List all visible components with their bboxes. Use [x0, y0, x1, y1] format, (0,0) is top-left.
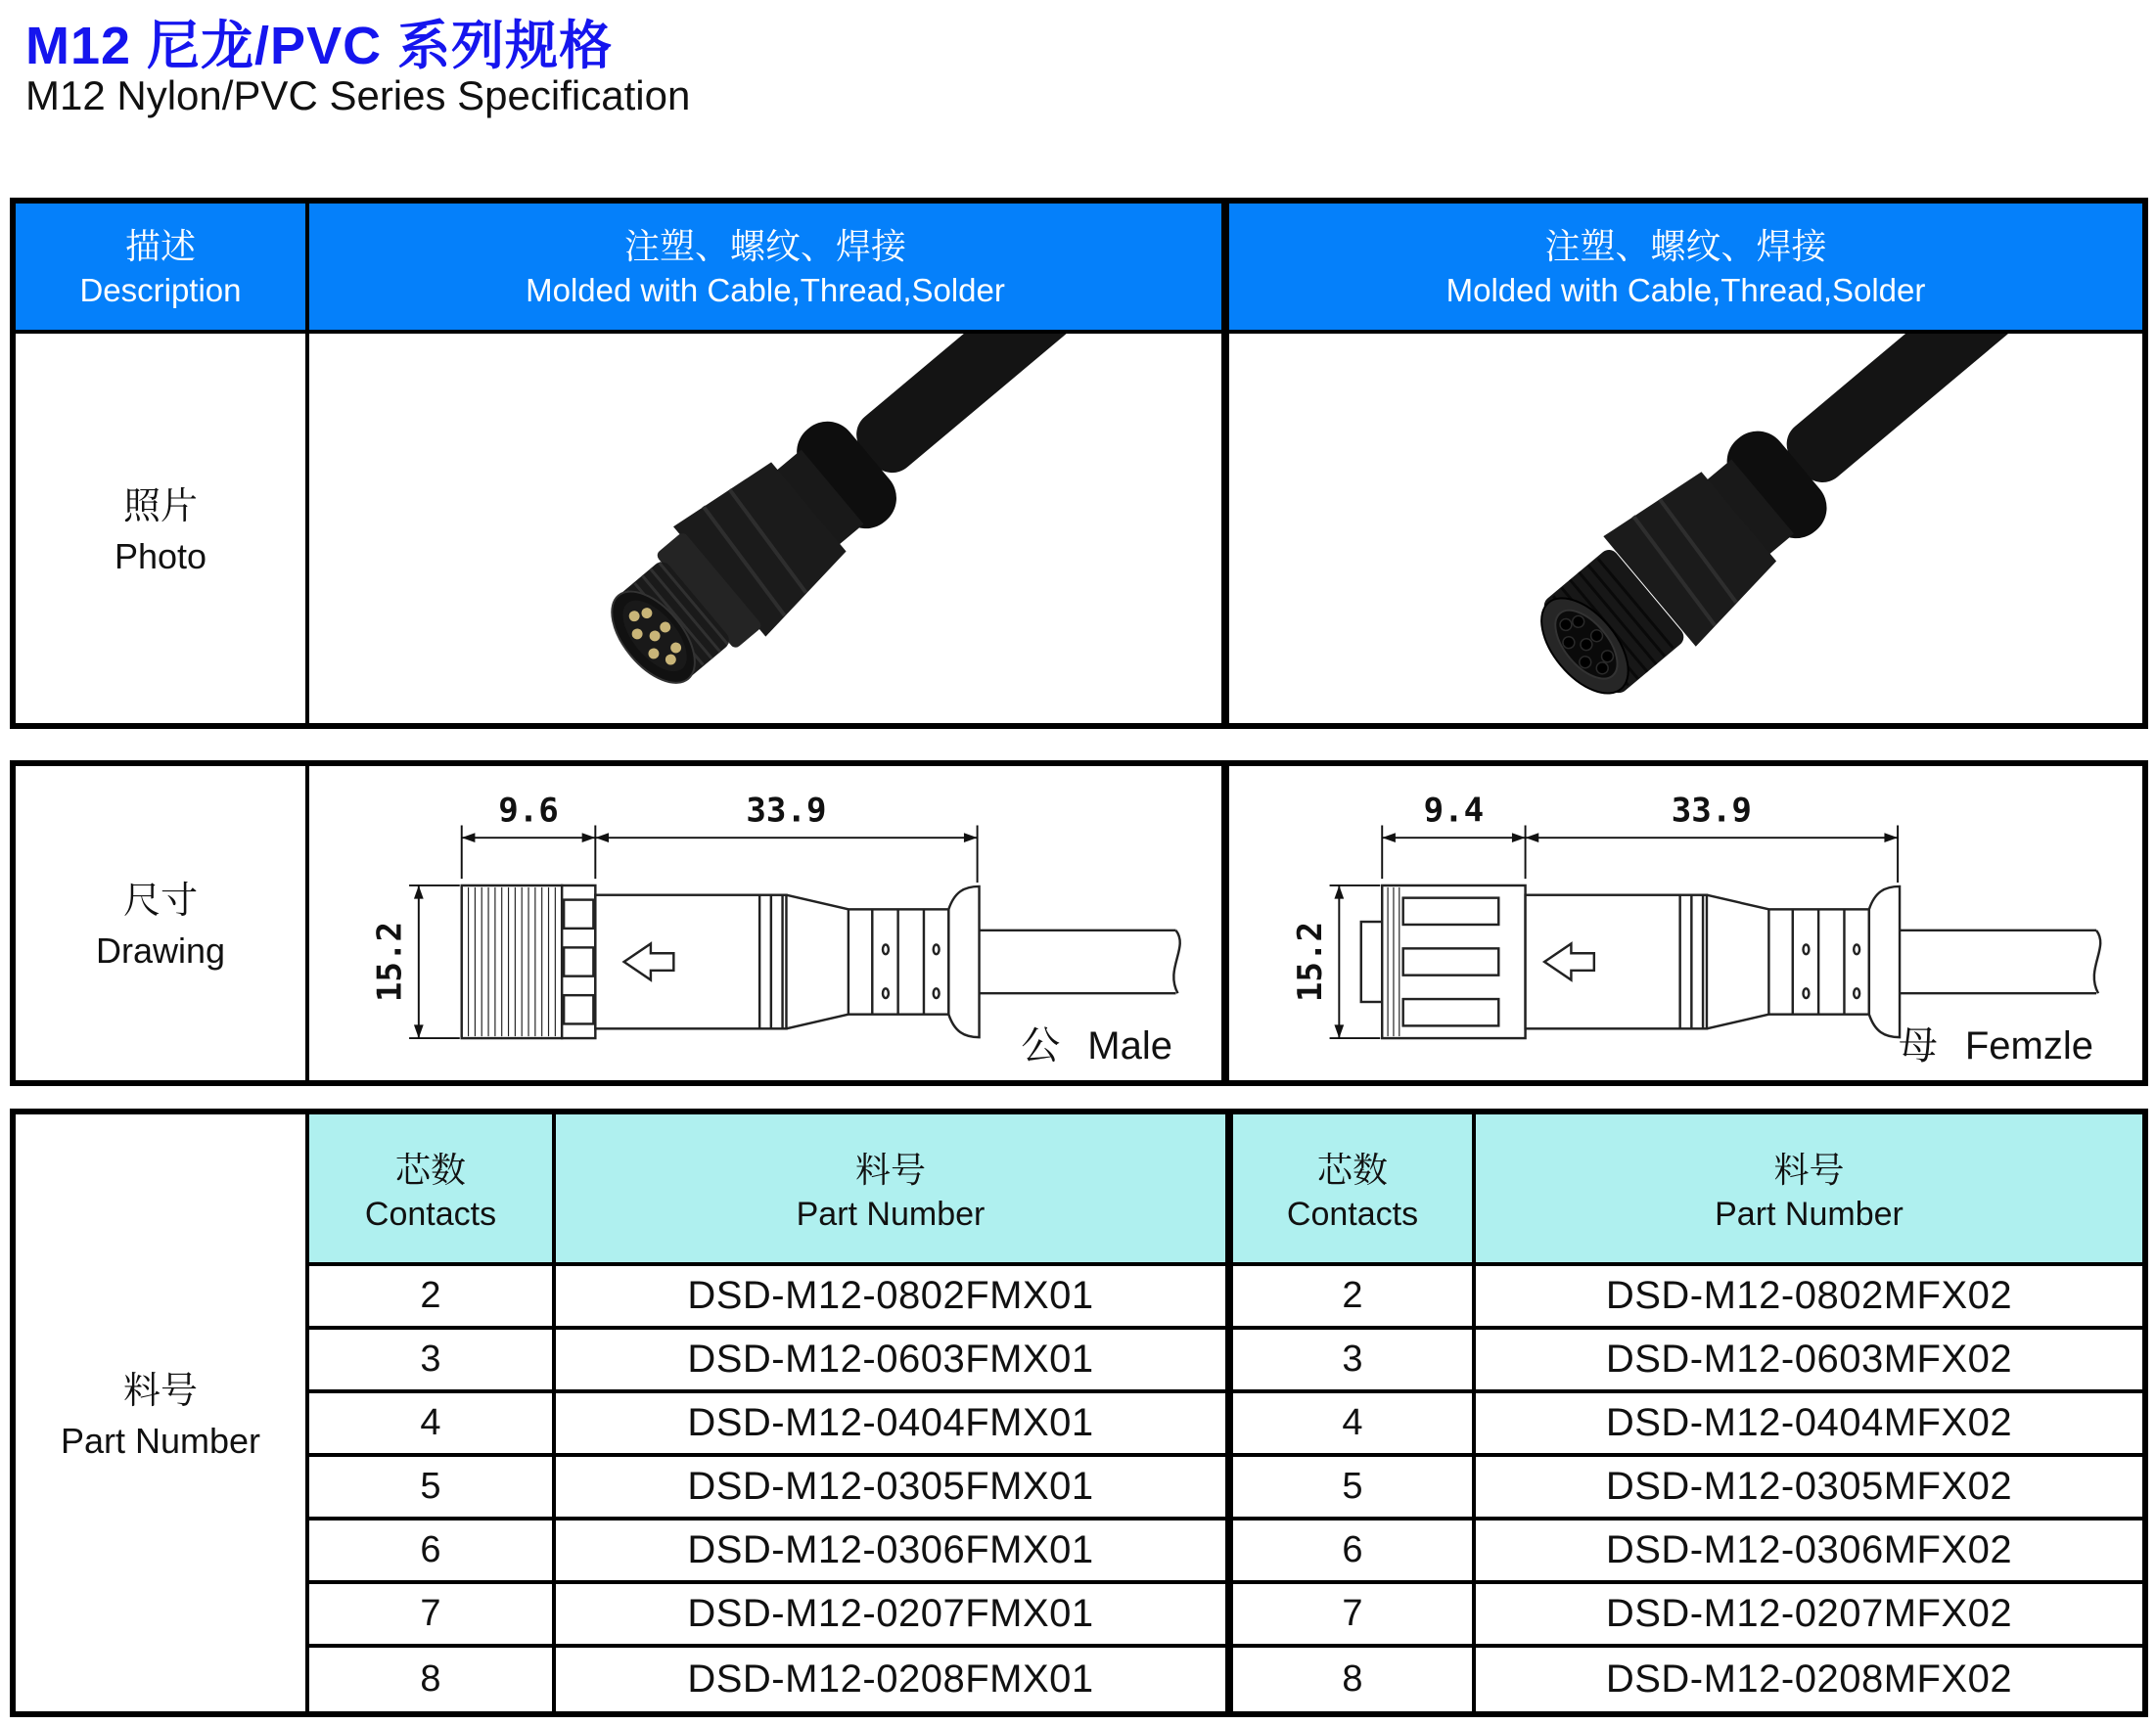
part-number-left-value: DSD-M12-0603FMX01	[556, 1330, 1233, 1393]
drawing-label-en: Drawing	[95, 931, 226, 972]
description-label-zh: 描述	[124, 225, 196, 266]
page-title: M12 尼龙/PVC 系列规格	[25, 17, 614, 75]
male-photo-cell	[309, 334, 1229, 723]
part-number-left-value: DSD-M12-0305FMX01	[556, 1457, 1233, 1521]
description-label-en: Description	[79, 272, 242, 309]
contacts-header-left-zh: 芯数	[394, 1149, 466, 1190]
contacts-right-value: 4	[1233, 1393, 1476, 1457]
part-number-table	[10, 1109, 2148, 1717]
female-dim-body: 33.9	[1671, 791, 1752, 831]
contacts-left-value: 7	[309, 1584, 556, 1648]
contacts-header-right-en: Contacts	[1286, 1195, 1419, 1233]
male-dim-body: 33.9	[746, 791, 827, 831]
female-connector-photo	[1229, 334, 2142, 723]
description-header-cell	[16, 204, 309, 334]
part-number-right-value: DSD-M12-0208MFX02	[1476, 1648, 2142, 1711]
contacts-right-value: 5	[1233, 1457, 1476, 1521]
female-photo-cell	[1229, 334, 2142, 723]
part-number-left-value: DSD-M12-0404FMX01	[556, 1393, 1233, 1457]
molded-header-right-en: Molded with Cable,Thread,Solder	[1445, 272, 1926, 309]
contacts-right-value: 6	[1233, 1521, 1476, 1584]
contacts-left-value: 3	[309, 1330, 556, 1393]
molded-header-left-zh: 注塑、螺纹、焊接	[623, 225, 906, 266]
molded-header-right-zh: 注塑、螺纹、焊接	[1544, 225, 1827, 266]
contacts-header-left-en: Contacts	[364, 1195, 497, 1233]
drawing-table	[10, 760, 2148, 1086]
molded-header-left-en: Molded with Cable,Thread,Solder	[526, 272, 1005, 309]
female-gender-en: Femzle	[1964, 1024, 2093, 1067]
male-gender-en: Male	[1087, 1024, 1172, 1067]
photo-label-zh: 照片	[122, 485, 198, 527]
part-number-left-value: DSD-M12-0306FMX01	[556, 1521, 1233, 1584]
photo-label-en: Photo	[114, 535, 207, 576]
part-header-left-cell	[556, 1114, 1233, 1266]
contacts-right-value: 3	[1233, 1330, 1476, 1393]
male-gender-zh: 公	[1021, 1024, 1061, 1067]
female-gender-zh: 母	[1898, 1024, 1938, 1067]
part-number-right-value: DSD-M12-0207MFX02	[1476, 1584, 2142, 1648]
drawing-row-label-cell	[16, 766, 309, 1080]
male-drawing-cell	[309, 766, 1229, 1080]
part-number-left-value: DSD-M12-0208FMX01	[556, 1648, 1233, 1711]
contacts-left-value: 4	[309, 1393, 556, 1457]
photo-row-label-cell	[16, 334, 309, 723]
contacts-header-right-zh: 芯数	[1316, 1149, 1388, 1190]
male-dim-diameter: 15.2	[370, 921, 410, 1003]
part-number-label-en: Part Number	[60, 1420, 261, 1461]
drawing-label-zh: 尺寸	[122, 881, 198, 923]
contacts-left-value: 6	[309, 1521, 556, 1584]
contacts-header-left-cell	[309, 1114, 556, 1266]
part-number-left-value: DSD-M12-0207FMX01	[556, 1584, 1233, 1648]
part-number-row-label-cell	[16, 1114, 309, 1711]
part-header-right-zh: 料号	[1773, 1149, 1845, 1190]
contacts-right-value: 7	[1233, 1584, 1476, 1648]
description-photo-table	[10, 198, 2148, 729]
part-number-right-value: DSD-M12-0306MFX02	[1476, 1521, 2142, 1584]
female-dim-diameter: 15.2	[1290, 921, 1330, 1003]
part-number-right-value: DSD-M12-0305MFX02	[1476, 1457, 2142, 1521]
contacts-right-value: 2	[1233, 1266, 1476, 1330]
part-header-left-zh: 料号	[854, 1149, 926, 1190]
molded-header-right-cell	[1229, 204, 2142, 334]
part-number-left-value: DSD-M12-0802FMX01	[556, 1266, 1233, 1330]
male-dim-front: 9.6	[498, 791, 559, 831]
female-gender-label	[1899, 1015, 2093, 1070]
molded-header-left-cell	[309, 204, 1229, 334]
male-gender-label	[1021, 1015, 1172, 1070]
contacts-header-right-cell	[1233, 1114, 1476, 1266]
part-header-left-en: Part Number	[796, 1195, 986, 1233]
contacts-left-value: 5	[309, 1457, 556, 1521]
part-header-right-cell	[1476, 1114, 2142, 1266]
part-number-right-value: DSD-M12-0404MFX02	[1476, 1393, 2142, 1457]
part-number-right-value: DSD-M12-0603MFX02	[1476, 1330, 2142, 1393]
female-drawing-cell	[1229, 766, 2142, 1080]
page-subtitle: M12 Nylon/PVC Series Specification	[25, 72, 691, 118]
female-dim-front: 9.4	[1423, 791, 1485, 831]
part-number-label-zh: 料号	[122, 1370, 198, 1412]
contacts-right-value: 8	[1233, 1648, 1476, 1711]
part-header-right-en: Part Number	[1715, 1195, 1904, 1233]
part-number-right-value: DSD-M12-0802MFX02	[1476, 1266, 2142, 1330]
contacts-left-value: 8	[309, 1648, 556, 1711]
contacts-left-value: 2	[309, 1266, 556, 1330]
male-connector-photo	[309, 334, 1221, 723]
